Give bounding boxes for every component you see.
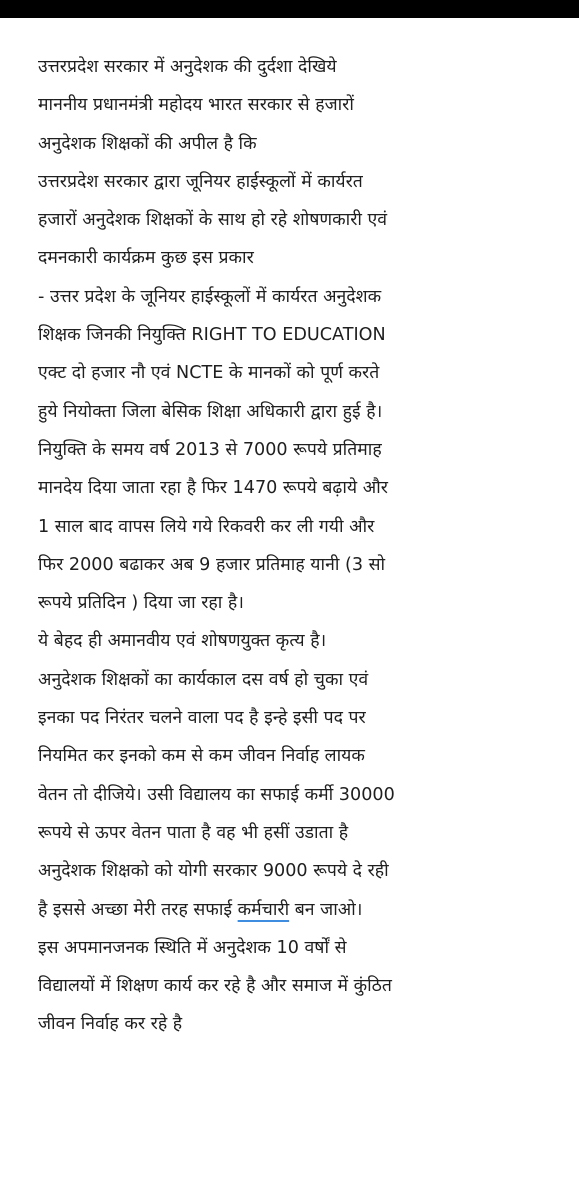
text-line: 1 साल बाद वापस लिये गये रिकवरी कर ली गयी और	[38, 516, 375, 537]
text-line: हुये नियोक्ता जिला बेसिक शिक्षा अधिकारी द्वारा हुई है।	[38, 401, 383, 422]
text-segment: है इससे अच्छा मेरी तरह सफाई	[38, 899, 238, 920]
text-line: मानदेय दिया जाता रहा है फिर 1470 रूपये बढ़ाये और	[38, 478, 388, 499]
text-line: - उत्तर प्रदेश के जूनियर हाईस्कूलों में कार्यरत अनुदेशक	[38, 286, 382, 307]
text-line: रूपये प्रतिदिन ) दिया जा रहा है।	[38, 593, 244, 614]
text-segment: बन जाओ।	[289, 899, 363, 920]
text-line-with-link	[38, 891, 558, 929]
text-line: अनुदेशक शिक्षकों की अपील है कि	[38, 133, 257, 154]
text-line: विद्यालयों में शिक्षण कार्य कर रहे है और समाज में कुंठित	[38, 976, 392, 997]
text-line: दमनकारी कार्यक्रम कुछ इस प्रकार	[38, 248, 254, 269]
text-line: रूपये से ऊपर वेतन पाता है वह भी हसीं उडाता है	[38, 822, 349, 843]
keyword-link[interactable]: कर्मचारी	[237, 899, 290, 920]
text-line: शिक्षक जिनकी नियुक्ति RIGHT TO EDUCATION	[38, 325, 386, 346]
text-line: एक्ट दो हजार नौ एवं NCTE के मानकों को पूर्ण करते	[38, 363, 380, 384]
text-line: उत्तरप्रदेश सरकार द्वारा जूनियर हाईस्कूलों में कार्यरत	[38, 171, 363, 192]
text-line: उत्तरप्रदेश सरकार में अनुदेशक की दुर्दशा देखिये	[38, 57, 337, 77]
text-line: ये बेहद ही अमानवीय एवं शोषणयुक्त कृत्य है।	[38, 631, 327, 652]
text-line: इनका पद निरंतर चलने वाला पद है इन्हे इसी पद पर	[38, 708, 366, 729]
text-line: माननीय प्रधानमंत्री महोदय भारत सरकार से हजारों	[38, 95, 354, 116]
text-line: फिर 2000 बढाकर अब 9 हजार प्रतिमाह यानी (3 सो	[38, 554, 386, 575]
text-line: नियुक्ति के समय वर्ष 2013 से 7000 रूपये प्रतिमाह	[38, 439, 382, 460]
text-line: अनुदेशक शिक्षकों का कार्यकाल दस वर्ष हो चुका एवं	[38, 669, 369, 690]
text-line: जीवन निर्वाह कर रहे है	[38, 1014, 183, 1035]
text-line: वेतन तो दीजिये। उसी विद्यालय का सफाई कर्मी 30000	[38, 784, 395, 805]
text-line: हजारों अनुदेशक शिक्षकों के साथ हो रहे शोषणकारी एवं	[38, 210, 388, 231]
text-line: नियमित कर इनको कम से कम जीवन निर्वाह लायक	[38, 746, 365, 767]
text-line: इस अपमानजनक स्थिति में अनुदेशक 10 वर्षों से	[38, 937, 347, 958]
article-body	[38, 48, 558, 1044]
text-line: अनुदेशक शिक्षको को योगी सरकार 9000 रूपये दे रही	[38, 861, 389, 882]
status-bar	[0, 0, 579, 18]
